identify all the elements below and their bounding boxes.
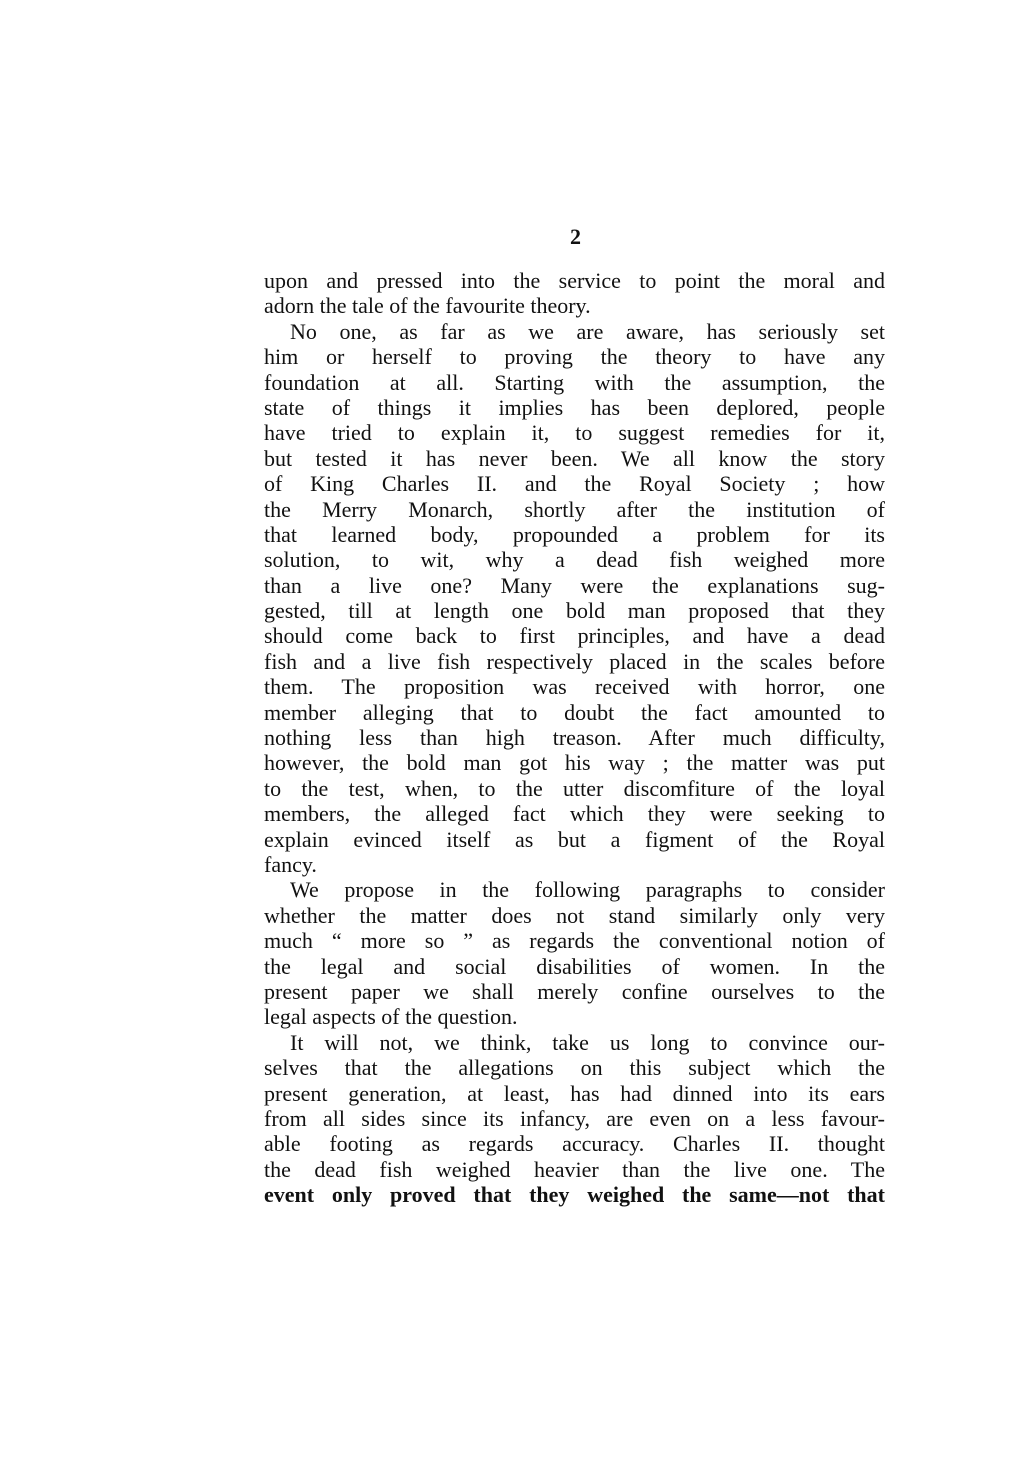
text-line: adorn the tale of the favourite theory. bbox=[264, 293, 591, 319]
text-line: event only proved that they weighed the same—not that bbox=[264, 1182, 885, 1208]
text-line: solution, to wit, why a dead fish weighed more bbox=[264, 547, 885, 573]
text-line: We propose in the following paragraphs to consider bbox=[290, 877, 885, 903]
text-line: present generation, at least, has had dinned into its ears bbox=[264, 1080, 885, 1106]
text-line: members, the alleged fact which they were seeking to bbox=[264, 801, 885, 827]
text-line: however, the bold man got his way ; the matter was put bbox=[264, 750, 885, 776]
text-line: much “ more so ” as regards the conventional notion of bbox=[264, 928, 885, 954]
text-line: from all sides since its infancy, are even on a less favour- bbox=[264, 1105, 885, 1131]
text-line: than a live one? Many were the explanations sug- bbox=[264, 572, 885, 598]
text-line: to the test, when, to the utter discomfiture of the loyal bbox=[264, 775, 885, 801]
text-line: upon and pressed into the service to point the moral and bbox=[264, 268, 885, 293]
text-line: them. The proposition was received with horror, one bbox=[264, 674, 885, 700]
text-line: foundation at all. Starting with the assumption, the bbox=[264, 369, 885, 395]
text-line: fancy. bbox=[264, 851, 317, 877]
text-line: but tested it has never been. We all know the story bbox=[264, 445, 885, 471]
text-line: that learned body, propounded a problem for its bbox=[264, 521, 885, 547]
paragraph bbox=[264, 268, 885, 319]
text-line: fish and a live fish respectively placed in the scales before bbox=[264, 648, 885, 674]
paragraph bbox=[264, 319, 885, 878]
text-line: able footing as regards accuracy. Charles II. thought bbox=[264, 1131, 885, 1157]
text-line: state of things it implies has been deplored, people bbox=[264, 394, 885, 420]
text-line: member alleging that to doubt the fact amounted to bbox=[264, 699, 885, 725]
text-line: him or herself to proving the theory to have any bbox=[264, 344, 885, 370]
page-number: 2 bbox=[570, 224, 581, 249]
text-line: selves that the allegations on this subject which the bbox=[264, 1055, 885, 1081]
text-line: the dead fish weighed heavier than the live one. The bbox=[264, 1156, 885, 1182]
text-line: gested, till at length one bold man proposed that they bbox=[264, 598, 885, 624]
paragraph bbox=[264, 877, 885, 1029]
body-text bbox=[264, 268, 885, 1207]
text-line: of King Charles II. and the Royal Society ; how bbox=[264, 471, 885, 497]
text-line: the Merry Monarch, shortly after the institution of bbox=[264, 496, 885, 522]
text-line: have tried to explain it, to suggest remedies for it, bbox=[264, 420, 885, 446]
paragraph bbox=[264, 1030, 885, 1208]
text-line: No one, as far as we are aware, has seriously set bbox=[290, 318, 885, 344]
text-line: explain evinced itself as but a figment of the Royal bbox=[264, 826, 885, 852]
text-line: the legal and social disabilities of women. In the bbox=[264, 953, 885, 979]
text-line: should come back to first principles, and have a dead bbox=[264, 623, 885, 649]
text-line: It will not, we think, take us long to convince our- bbox=[290, 1029, 885, 1055]
text-line: nothing less than high treason. After much difficulty, bbox=[264, 725, 885, 751]
text-line: legal aspects of the question. bbox=[264, 1004, 518, 1030]
text-line: whether the matter does not stand similarly only very bbox=[264, 902, 885, 928]
text-line: present paper we shall merely confine ourselves to the bbox=[264, 978, 885, 1004]
